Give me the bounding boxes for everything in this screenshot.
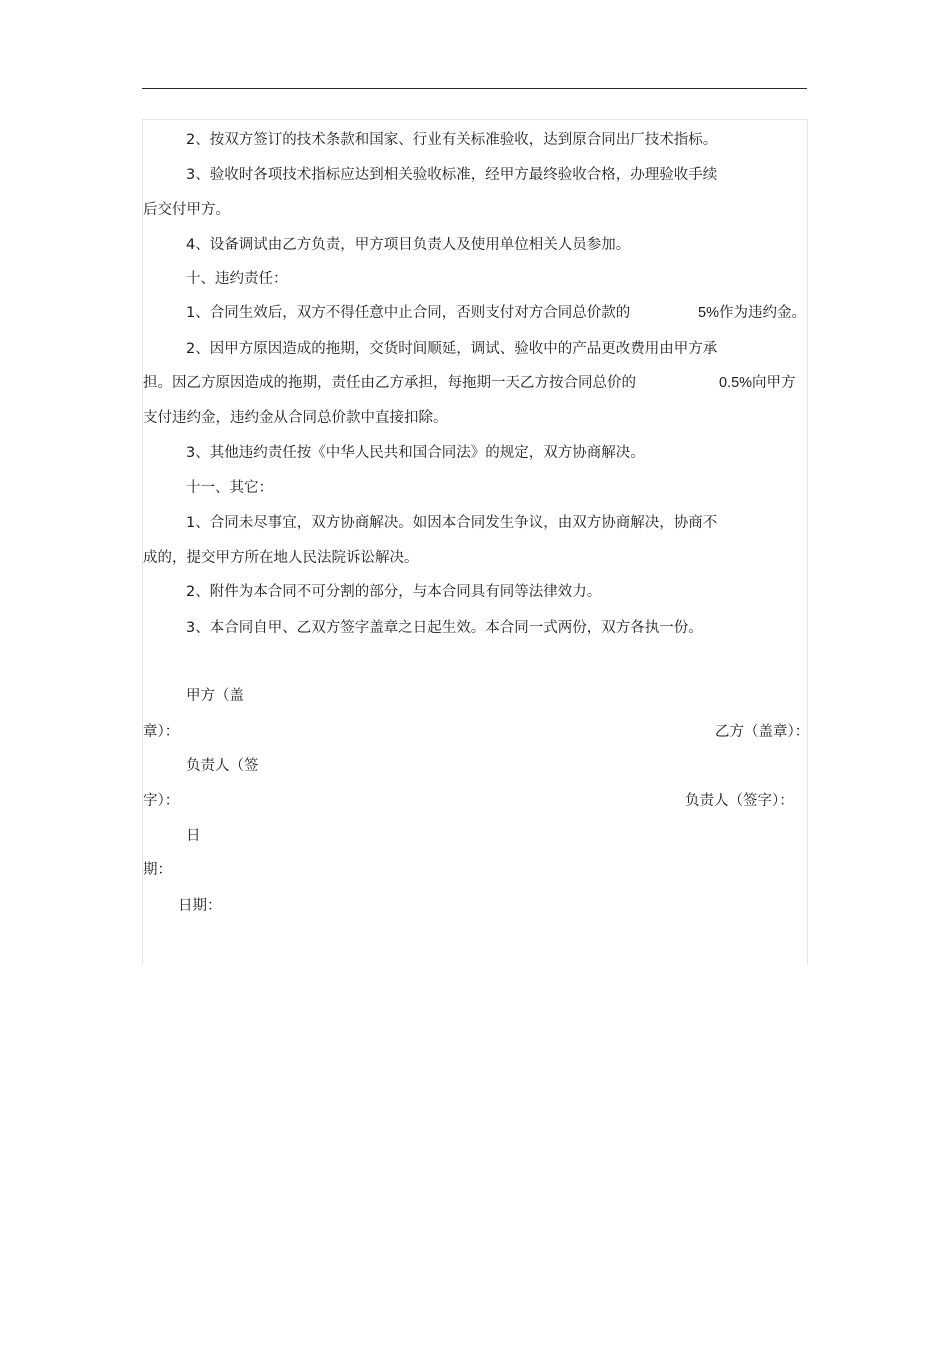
clause-10-1-rate: 5%作为违约金。 [698, 305, 806, 321]
party-b-rep-label: 负责人（签字）： [685, 793, 794, 809]
party-a-rep-label: 负责人（签 [186, 758, 259, 774]
clause-11-1: 1、合同未尽事宜，双方协商解决。如因本合同发生争议，由双方协商解决，协商不 [186, 515, 718, 531]
party-a-seal-label: 甲方（盖 [186, 688, 244, 704]
clause-9-2: 2、按双方签订的技术条款和国家、行业有关标准验收，达到原合同出厂技术指标。 [186, 132, 718, 148]
clause-10-1: 1、合同生效后，双方不得任意中止合同，否则支付对方合同总价款的 [186, 305, 631, 321]
party-a-date-label-cont: 期： [143, 862, 172, 878]
clause-10-2-cont: 担。因乙方原因造成的拖期，责任由乙方承担，每拖期一天乙方按合同总价的 [143, 375, 636, 391]
clause-10-2-rate: 0.5%向甲方 [719, 375, 796, 391]
party-a-seal-label-cont: 章）： [143, 724, 180, 740]
clause-11-1-cont: 成的，提交甲方所在地人民法院诉讼解决。 [143, 550, 419, 566]
clause-10-2: 2、因甲方原因造成的拖期，交货时间顺延，调试、验收中的产品更改费用由甲方承 [186, 341, 718, 357]
clause-10-2-cont-2: 支付违约金，违约金从合同总价款中直接扣除。 [143, 410, 448, 426]
party-b-seal-label: 乙方（盖章）： [715, 724, 810, 740]
party-b-date-label: 日期： [178, 898, 222, 914]
section-11-heading: 十一、其它： [186, 480, 273, 496]
party-a-date-label: 日 [186, 828, 201, 844]
clause-9-4: 4、设备调试由乙方负责，甲方项目负责人及使用单位相关人员参加。 [186, 237, 631, 253]
clause-10-3: 3、其他违约责任按《中华人民共和国合同法》的规定，双方协商解决。 [186, 445, 645, 461]
clause-11-2: 2、附件为本合同不可分割的部分，与本合同具有同等法律效力。 [186, 584, 602, 600]
clause-9-3: 3、验收时各项技术指标应达到相关验收标准，经甲方最终验收合格，办理验收手续 [186, 167, 718, 183]
section-10-heading: 十、违约责任： [186, 271, 288, 287]
party-a-rep-label-cont: 字）： [143, 793, 180, 809]
clause-9-3-cont: 后交付甲方。 [143, 202, 230, 218]
clause-11-3: 3、本合同自甲、乙双方签字盖章之日起生效。本合同一式两份，双方各执一份。 [186, 620, 703, 636]
header-rule [142, 88, 807, 89]
